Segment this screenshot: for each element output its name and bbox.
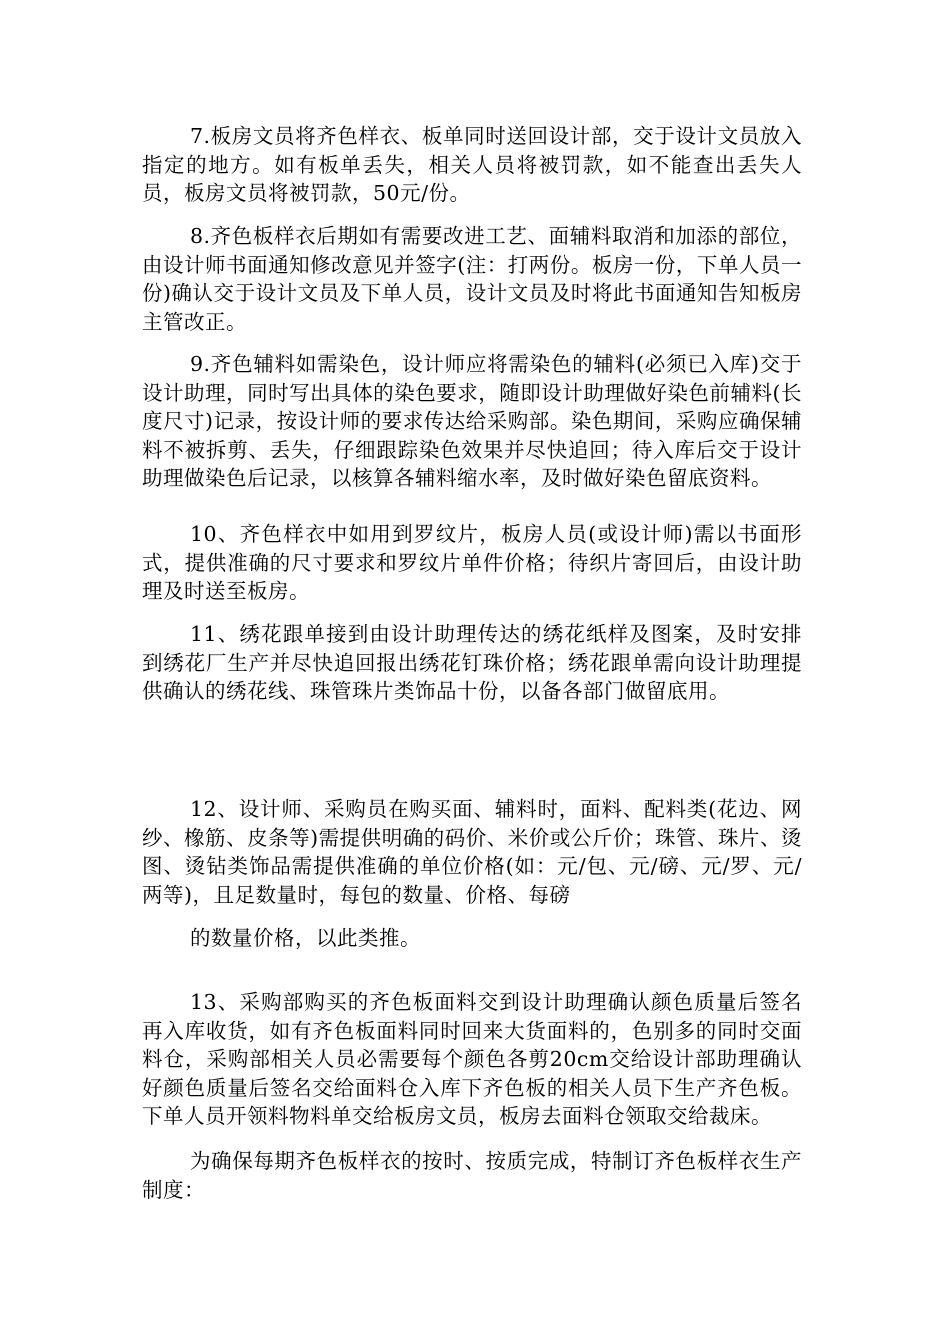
paragraph-item-11: 11、绣花跟单接到由设计助理传达的绣花纸样及图案，及时安排到绣花厂生产并尽快追回报出绣花钉珠价格；绣花跟单需向设计助理提供确认的绣花线、珠管珠片类饰品十份，以备各部门做留底用。 bbox=[142, 622, 802, 704]
paragraph-item-7: 7.板房文员将齐色样衣、板单同时送回设计部，交于设计文员放入指定的地方。如有板单丢失，相关人员将被罚款，如不能查出丢失人员，板房文员将被罚款，50元/份。 bbox=[142, 124, 802, 206]
paragraph-item-13: 13、采购部购买的齐色板面料交到设计助理确认颜色质量后签名再入库收货，如有齐色板面料同时回来大货面料的，色别多的同时交面料仓，采购部相关人员必需要每个颜色各剪20cm交给设计部助理确认好颜色质量后签名交给面料仓入库下齐色板的相关人员下生产齐色板。下单人员开领料物料单交给板房文员，板房去面料仓领取交给裁床。 bbox=[142, 990, 802, 1129]
paragraph-closing-statement: 为确保每期齐色板样衣的按时、按质完成，特制订齐色板样衣生产制度： bbox=[142, 1149, 802, 1202]
paragraph-item-9: 9.齐色辅料如需染色，设计师应将需染色的辅料(必须已入库)交于设计助理，同时写出具体的染色要求，随即设计助理做好染色前辅料(长度尺寸)记录，按设计师的要求传达给采购部。染色期间，采购应确保辅料不被拆剪、丢失，仔细跟踪染色效果并尽快追回；待入库后交于设计助理做染色后记录，以核算各辅料缩水率，及时做好染色留底资料。 bbox=[142, 352, 802, 491]
paragraph-item-12-continued: 的数量价格，以此类推。 bbox=[190, 926, 421, 950]
paragraph-item-10: 10、齐色样衣中如用到罗纹片，板房人员(或设计师)需以书面形式，提供准确的尺寸要求和罗纹片单件价格；待织片寄回后，由设计助理及时送至板房。 bbox=[142, 522, 802, 604]
paragraph-item-8: 8.齐色板样衣后期如有需要改进工艺、面辅料取消和加添的部位，由设计师书面通知修改意见并签字(注：打两份。板房一份，下单人员一份)确认交于设计文员及下单人员，设计文员及时将此书面通知告知板房主管改正。 bbox=[142, 224, 802, 334]
paragraph-item-12: 12、设计师、采购员在购买面、辅料时，面料、配料类(花边、网纱、橡筋、皮条等)需提供明确的码价、米价或公斤价；珠管、珠片、烫图、烫钻类饰品需提供准确的单位价格(如：元/包、元/磅、元/罗、元/两等)，且足数量时，每包的数量、价格、每磅 bbox=[142, 797, 802, 907]
